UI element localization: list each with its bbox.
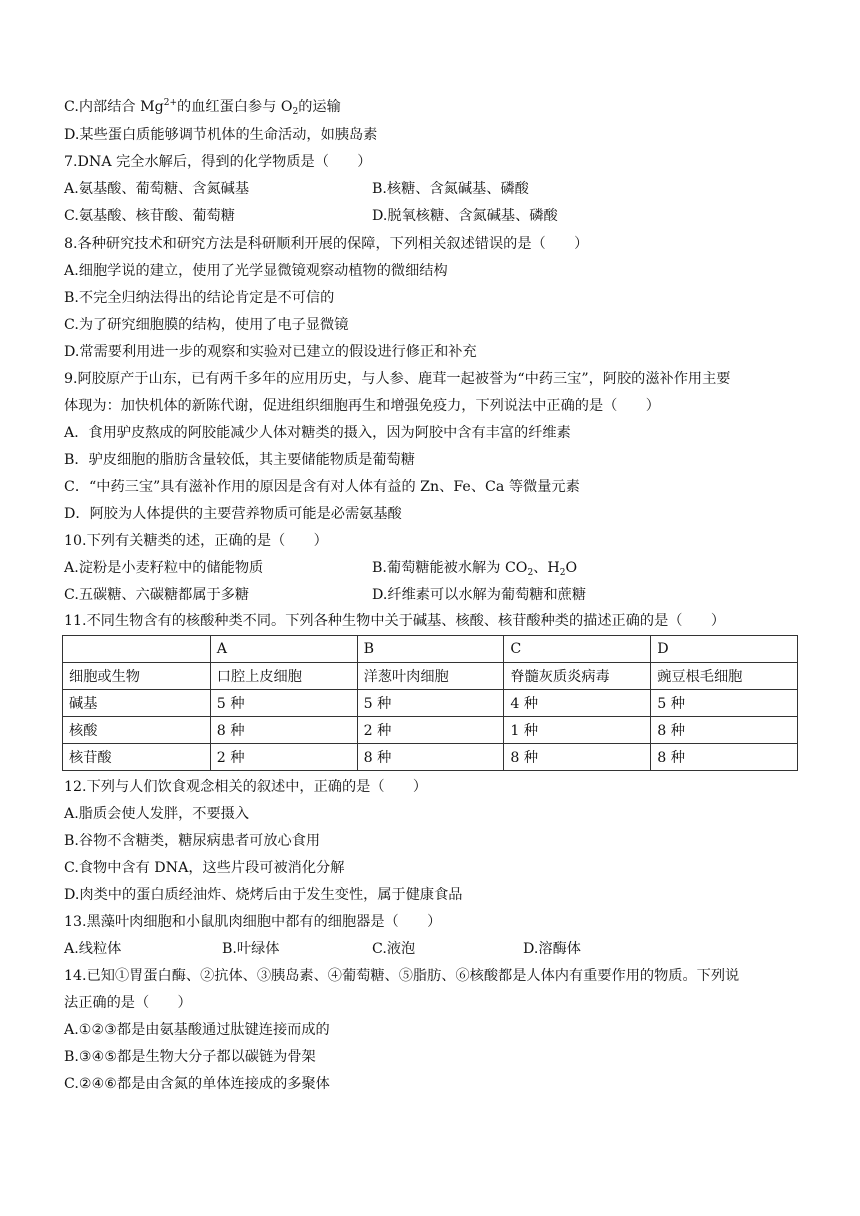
table-row <box>63 636 798 663</box>
table-cell: B <box>357 636 504 663</box>
q9-option-c: C．“中药三宝”具有滋补作用的原因是含有对人体有益的 Zn、Fe、Ca 等微量元素 <box>64 479 580 495</box>
table-cell: 4 种 <box>504 690 651 717</box>
q6-c-text-pre: C.内部结合 Mg <box>64 99 164 115</box>
table-cell: 8 种 <box>504 744 651 771</box>
q10-option-c: C.五碳糖、六碳糖都属于多糖 <box>64 587 250 603</box>
table-row <box>63 717 798 744</box>
q13-option-c: C.液泡 <box>372 941 416 957</box>
q14-stem-line1: 14.已知①胃蛋白酶、②抗体、③胰岛素、④葡萄糖、⑤脂肪、⑥核酸都是人体内有重要作用的物质。下列说 <box>64 968 740 984</box>
q8-option-b: B.不完全归纳法得出的结论肯定是不可信的 <box>64 290 335 306</box>
q9-option-a: A．食用驴皮熬成的阿胶能减少人体对糖类的摄入，因为阿胶中含有丰富的纤维素 <box>64 425 571 441</box>
q6-option-c <box>64 97 341 117</box>
q10-b-text-post: O <box>565 560 578 576</box>
q8-option-a: A.细胞学说的建立，使用了光学显微镜观察动植物的微细结构 <box>64 263 448 279</box>
table-cell: 核酸 <box>63 717 211 744</box>
table-row <box>63 663 798 690</box>
table-cell: D <box>651 636 798 663</box>
q14-stem-line2: 法正确的是（ ） <box>64 995 192 1011</box>
table-cell: C <box>504 636 651 663</box>
q8-option-d: D.常需要利用进一步的观察和实验对已建立的假设进行修正和补充 <box>64 344 477 360</box>
table-cell: 8 种 <box>210 717 357 744</box>
q12-option-a: A.脂质会使人发胖，不要摄入 <box>64 806 250 822</box>
q13-stem: 13.黑藻叶肉细胞和小鼠肌肉细胞中都有的细胞器是（ ） <box>64 914 442 930</box>
q9-stem-line1: 9.阿胶原产于山东，已有两千多年的应用历史，与人参、鹿茸一起被誉为“中药三宝”，阿胶的滋补作用主要 <box>64 371 731 387</box>
q6-c-subscript: 2 <box>292 107 299 117</box>
q13-option-b: B.叶绿体 <box>222 941 280 957</box>
q10-option-a: A.淀粉是小麦籽粒中的储能物质 <box>64 560 264 576</box>
table-cell: 2 种 <box>210 744 357 771</box>
q13-option-a: A.线粒体 <box>64 941 122 957</box>
table-cell: 8 种 <box>651 717 798 744</box>
table-cell: 5 种 <box>651 690 798 717</box>
q10-option-b <box>372 558 577 578</box>
table-cell: 脊髓灰质炎病毒 <box>504 663 651 690</box>
q8-stem: 8.各种研究技术和研究方法是科研顺利开展的保障，下列相关叙述错误的是（ ） <box>64 236 589 252</box>
table-cell: 碱基 <box>63 690 211 717</box>
table-cell: 1 种 <box>504 717 651 744</box>
q10-b-text-pre: B.葡萄糖能被水解为 CO <box>372 560 528 576</box>
q9-stem-line2: 体现为：加快机体的新陈代谢，促进组织细胞再生和增强免疫力，下列说法中正确的是（ ） <box>64 398 660 414</box>
q9-option-b: B．驴皮细胞的脂肪含量较低，其主要储能物质是葡萄糖 <box>64 452 415 468</box>
table-row <box>63 690 798 717</box>
q10-stem: 10.下列有关糖类的述，正确的是（ ） <box>64 533 328 549</box>
table-cell: 2 种 <box>357 717 504 744</box>
q14-option-c: C.②④⑥都是由含氮的单体连接成的多聚体 <box>64 1076 330 1092</box>
q10-b-subscript-2: 2 <box>559 568 566 578</box>
table-cell: 口腔上皮细胞 <box>210 663 357 690</box>
q11-stem: 11.不同生物含有的核酸种类不同。下列各种生物中关于碱基、核酸、核苷酸种类的描述正确的是（ ） <box>64 613 726 629</box>
table-cell: 细胞或生物 <box>63 663 211 690</box>
q6-c-text-mid: 的血红蛋白参与 O <box>177 99 293 115</box>
table-cell: 核苷酸 <box>63 744 211 771</box>
table-cell: 5 种 <box>210 690 357 717</box>
q8-option-c: C.为了研究细胞膜的结构，使用了电子显微镜 <box>64 317 349 333</box>
q12-option-c: C.食物中含有 DNA，这些片段可被消化分解 <box>64 860 345 876</box>
table-cell: 豌豆根毛细胞 <box>651 663 798 690</box>
q7-option-a: A.氨基酸、葡萄糖、含氮碱基 <box>64 181 250 197</box>
q11-table <box>62 635 798 771</box>
q10-b-text-mid: 、H <box>533 560 560 576</box>
q13-option-d: D.溶酶体 <box>523 941 581 957</box>
q14-option-b: B.③④⑤都是生物大分子都以碳链为骨架 <box>64 1049 316 1065</box>
q7-option-b: B.核糖、含氮碱基、磷酸 <box>372 181 529 197</box>
table-cell: 洋葱叶肉细胞 <box>357 663 504 690</box>
q6-c-superscript: 2+ <box>163 98 178 108</box>
q9-option-d: D．阿胶为人体提供的主要营养物质可能是必需氨基酸 <box>64 506 402 522</box>
q10-b-subscript-1: 2 <box>527 568 534 578</box>
table-cell: A <box>210 636 357 663</box>
q12-stem: 12.下列与人们饮食观念相关的叙述中，正确的是（ ） <box>64 779 428 795</box>
q10-option-d: D.纤维素可以水解为葡萄糖和蔗糖 <box>372 587 587 603</box>
q12-option-b: B.谷物不含糖类，糖尿病患者可放心食用 <box>64 833 321 849</box>
table-cell: 8 种 <box>651 744 798 771</box>
table-cell: 5 种 <box>357 690 504 717</box>
table-cell <box>63 636 211 663</box>
table-cell: 8 种 <box>357 744 504 771</box>
q14-option-a: A.①②③都是由氨基酸通过肽键连接而成的 <box>64 1022 330 1038</box>
q12-option-d: D.肉类中的蛋白质经油炸、烧烤后由于发生变性，属于健康食品 <box>64 887 463 903</box>
q6-c-text-post: 的运输 <box>298 99 341 115</box>
q7-stem: 7.DNA 完全水解后，得到的化学物质是（ ） <box>64 154 372 170</box>
table-row <box>63 744 798 771</box>
q7-option-d: D.脱氧核糖、含氮碱基、磷酸 <box>372 208 558 224</box>
q7-option-c: C.氨基酸、核苷酸、葡萄糖 <box>64 208 235 224</box>
q6-option-d: D.某些蛋白质能够调节机体的生命活动，如胰岛素 <box>64 127 378 143</box>
